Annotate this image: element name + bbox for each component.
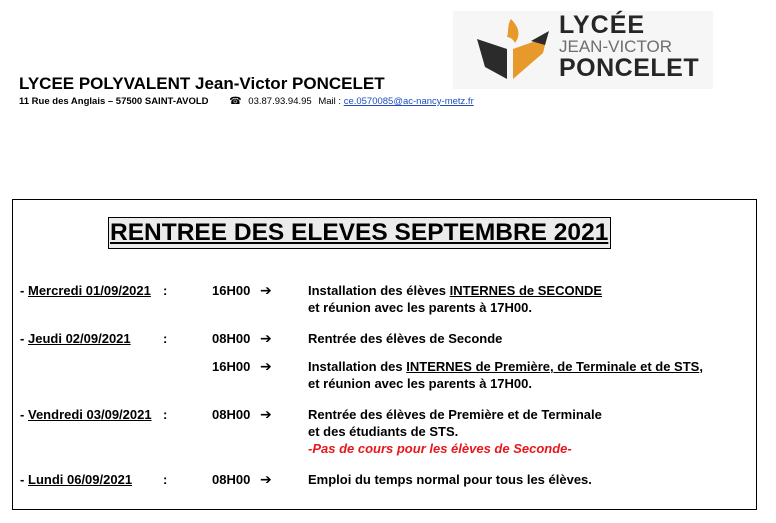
school-logo: [453, 11, 713, 89]
day-label: Jeudi 02/09/2021: [28, 331, 131, 346]
description-segment: Emploi du temps normal pour tous les élèves.: [308, 472, 592, 487]
logo-line-1: LYCÉE: [559, 11, 646, 39]
arrow-icon: ➔: [260, 330, 272, 346]
school-address: 11 Rue des Anglais – 57500 SAINT-AVOLD: [19, 96, 209, 107]
arrow-icon: ➔: [260, 471, 272, 487]
book-flame-icon: [473, 17, 553, 81]
description-segment: ,: [699, 359, 703, 374]
time-label: 08H00: [212, 472, 251, 487]
phone-icon: ☎: [229, 96, 242, 107]
description-line: [308, 331, 502, 347]
day-label: Mercredi 01/09/2021: [28, 283, 151, 298]
day-colon: :: [163, 407, 168, 422]
description-segment: et réunion avec les parents à 17H00.: [308, 300, 532, 315]
description-line: [308, 300, 532, 316]
logo-line-2: JEAN-VICTOR: [559, 37, 673, 56]
description-line: [308, 441, 572, 457]
description-segment: Installation des élèves: [308, 283, 450, 298]
row-dash: -: [20, 283, 25, 298]
time-label: 16H00: [212, 359, 251, 374]
description-segment: Installation des: [308, 359, 407, 374]
row-dash: -: [20, 407, 25, 422]
time-label: 08H00: [212, 407, 251, 422]
description-line: [308, 283, 602, 299]
day-colon: :: [163, 472, 168, 487]
row-dash: -: [20, 331, 25, 346]
arrow-icon: ➔: [260, 358, 272, 374]
school-name: LYCEE POLYVALENT Jean-Victor PONCELET: [19, 74, 385, 93]
description-segment: INTERNES de Première, de Terminale et de STS: [406, 359, 700, 374]
day-label: Lundi 06/09/2021: [28, 472, 133, 487]
day-label: Vendredi 03/09/2021: [28, 407, 152, 422]
arrow-icon: ➔: [260, 282, 272, 298]
time-label: 08H00: [212, 331, 251, 346]
row-dash: -: [20, 472, 25, 487]
description-line: [308, 407, 602, 423]
description-line: [308, 359, 703, 375]
arrow-icon: ➔: [260, 406, 272, 422]
time-label: 16H00: [212, 283, 251, 298]
email-link[interactable]: ce.0570085@ac-nancy-metz.fr: [343, 96, 474, 107]
description-segment: Rentrée des élèves de Seconde: [308, 331, 503, 346]
logo-line-3: PONCELET: [559, 54, 700, 82]
day-colon: :: [163, 283, 168, 298]
mail-label: Mail :: [318, 96, 342, 107]
phone-number: 03.87.93.94.95: [248, 96, 312, 107]
schedule-frame: [12, 199, 757, 510]
description-segment: Rentrée des élèves de Première et de Terminale: [308, 407, 602, 422]
contact-line: [19, 96, 474, 107]
description-segment: et des étudiants de STS.: [308, 424, 459, 439]
day-colon: :: [163, 331, 168, 346]
description-line: [308, 376, 532, 392]
description-line: [308, 424, 458, 440]
description-segment: INTERNES de SECONDE: [449, 283, 603, 298]
notice-text: -Pas de cours pour les élèves de Seconde-: [308, 441, 572, 456]
description-segment: et réunion avec les parents à 17H00.: [308, 376, 532, 391]
page-title: RENTREE DES ELEVES SEPTEMBRE 2021: [108, 217, 611, 249]
description-line: [308, 472, 592, 488]
